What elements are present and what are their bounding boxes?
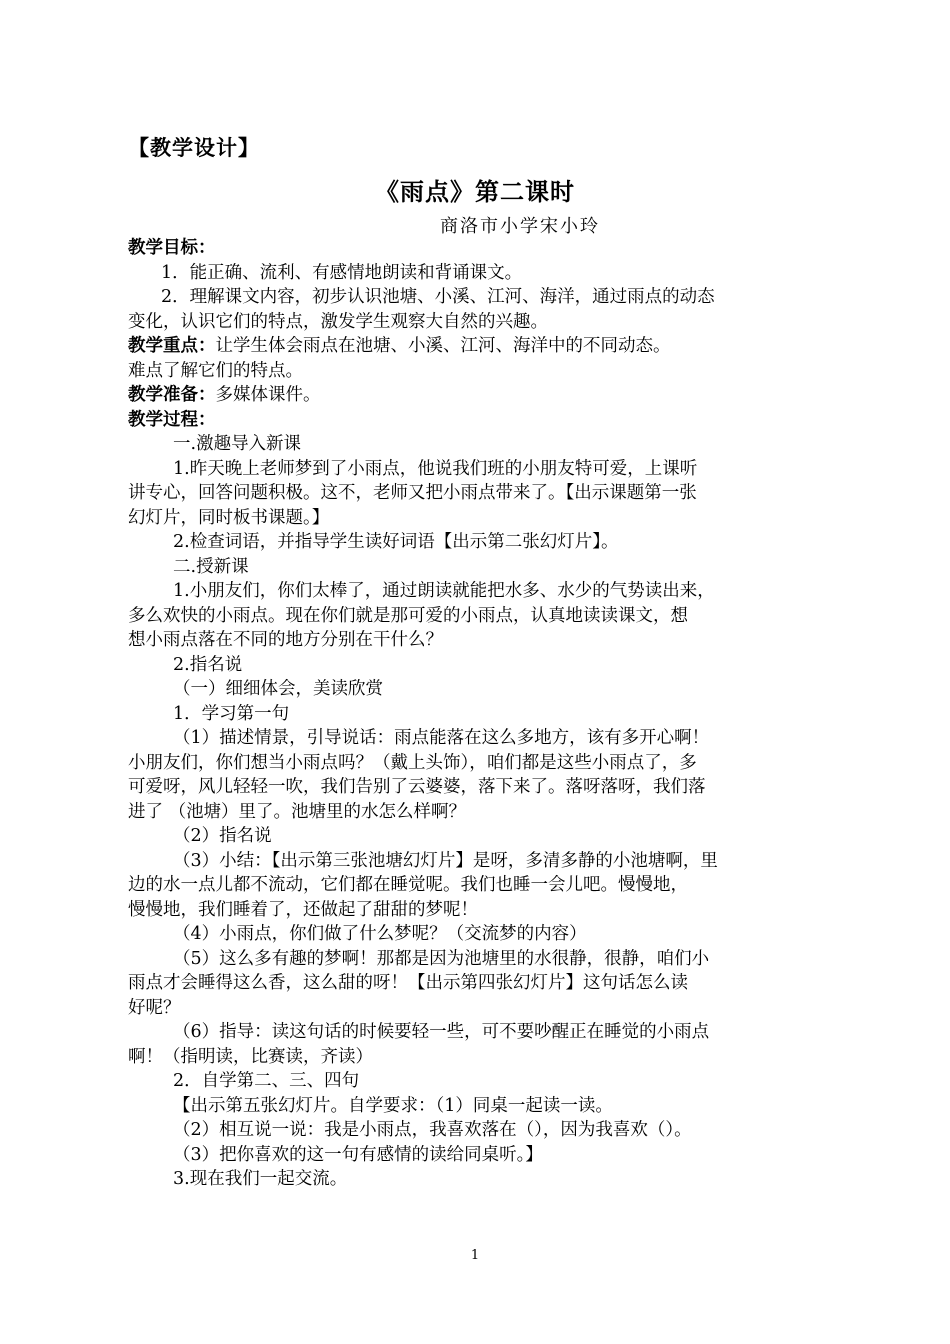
line-text: 进了 （池塘）里了。池塘里的水怎么样啊？ <box>128 801 467 822</box>
body-line <box>128 1094 828 1119</box>
body-line <box>128 310 828 335</box>
line-text: （5）这么多有趣的梦啊！那都是因为池塘里的水很静，很静，咱们小 <box>173 948 710 969</box>
line-text: （2）指名说 <box>173 826 272 846</box>
line-text: 想小雨点落在不同的地方分别在干什么？ <box>128 630 443 650</box>
line-label: 教学准备： <box>128 385 216 405</box>
body-line <box>128 359 828 384</box>
body-line <box>128 579 828 604</box>
body-line <box>128 1020 828 1045</box>
body-line <box>128 1118 828 1143</box>
line-label: 教学重点： <box>128 336 216 356</box>
line-text: 难点了解它们的特点。 <box>128 360 303 381</box>
body-line <box>128 726 828 751</box>
body-line <box>128 628 828 653</box>
line-text: 2．自学第二、三、四句 <box>173 1071 360 1091</box>
body-line <box>128 432 828 457</box>
document-title: 《雨点》第二课时 <box>375 177 575 206</box>
line-text: 2.指名说 <box>173 654 243 675</box>
line-text: （4）小雨点，你们做了什么梦呢？（交流梦的内容） <box>173 924 587 944</box>
line-text: （2）相互说一说：我是小雨点，我喜欢落在（），因为我喜欢（）。 <box>173 1120 692 1140</box>
line-text: 1．学习第一句 <box>173 703 290 724</box>
body-line <box>128 530 828 555</box>
body-line <box>128 334 828 359</box>
line-text: 变化，认识它们的特点，激发学生观察大自然的兴趣。 <box>128 311 548 332</box>
line-text: 【出示第五张幻灯片。自学要求：（1）同桌一起读一读。 <box>173 1095 613 1116</box>
line-text: （3）把你喜欢的这一句有感情的读给同桌听。】 <box>173 1144 543 1165</box>
document-body <box>128 236 828 1192</box>
body-line <box>128 653 828 678</box>
body-line <box>128 1143 828 1168</box>
line-text: 2.检查词语，并指导学生读好词语【出示第二张幻灯片】。 <box>173 532 619 552</box>
line-text: 慢慢地，我们睡着了，还做起了甜甜的梦呢！ <box>128 899 478 920</box>
body-line <box>128 555 828 580</box>
line-text: 1．能正确、流利、有感情地朗读和背诵课文。 <box>161 262 523 283</box>
body-line <box>128 824 828 849</box>
line-text: （6）指导：读这句话的时候要轻一些，可不要吵醒正在睡觉的小雨点 <box>173 1022 710 1042</box>
body-line <box>128 457 828 482</box>
line-text: 让学生体会雨点在池塘、小溪、江河、海洋中的不同动态。 <box>215 336 671 356</box>
body-line <box>128 261 828 286</box>
body-line <box>128 898 828 923</box>
body-line <box>128 383 828 408</box>
body-line <box>128 506 828 531</box>
line-text: 讲专心，回答问题积极。这不，老师又把小雨点带来了。【出示课题第一张 <box>128 483 697 503</box>
body-line <box>128 849 828 874</box>
body-line <box>128 236 828 261</box>
line-text: 边的水一点儿都不流动，它们都在睡觉呢。我们也睡一会儿吧。慢慢地， <box>128 875 688 895</box>
body-line <box>128 481 828 506</box>
body-line <box>128 677 828 702</box>
line-text: 一.激趣导入新课 <box>173 434 302 454</box>
body-line <box>128 996 828 1021</box>
line-text: 3.现在我们一起交流。 <box>173 1169 348 1189</box>
line-text: 1.小朋友们，你们太棒了，通过朗读就能把水多、水少的气势读出来， <box>173 581 715 601</box>
line-text: 小朋友们，你们想当小雨点吗？（戴上头饰），咱们都是这些小雨点了，多 <box>128 752 697 773</box>
body-line <box>128 947 828 972</box>
line-text: （一）细细体会，美读欣赏 <box>173 679 383 699</box>
line-text: 教学目标： <box>128 238 216 258</box>
line-text: 1.昨天晚上老师梦到了小雨点，他说我们班的小朋友特可爱，上课听 <box>173 458 698 479</box>
line-text: 啊！（指明读，比赛读，齐读） <box>128 1046 373 1067</box>
body-line <box>128 1069 828 1094</box>
line-text: 多么欢快的小雨点。现在你们就是那可爱的小雨点，认真地读读课文，想 <box>128 605 688 626</box>
line-text: 可爱呀，风儿轻轻一吹，我们告别了云婆婆，落下来了。落呀落呀，我们落 <box>128 777 706 797</box>
line-text: 幻灯片，同时板书课题。】 <box>128 507 330 528</box>
line-text: 2．理解课文内容，初步认识池塘、小溪、江河、海洋，通过雨点的动态 <box>161 287 715 307</box>
body-line <box>128 1045 828 1070</box>
page-number: 1 <box>470 1248 480 1263</box>
line-text: 二.授新课 <box>173 556 249 577</box>
body-line <box>128 873 828 898</box>
body-line <box>128 604 828 629</box>
line-text: 教学过程： <box>128 409 216 430</box>
body-line <box>128 408 828 433</box>
body-line <box>128 971 828 996</box>
body-line <box>128 922 828 947</box>
line-text: （1）描述情景，引导说话：雨点能落在这么多地方，该有多开心啊！ <box>173 728 710 748</box>
line-text: （3）小结：【出示第三张池塘幻灯片】是呀，多清多静的小池塘啊，里 <box>173 850 718 871</box>
author-line: 商洛市小学宋小玲 <box>440 216 600 237</box>
body-line <box>128 285 828 310</box>
section-tag: 【教学设计】 <box>128 135 260 160</box>
line-text: 雨点才会睡得这么香，这么甜的呀！【出示第四张幻灯片】这句话怎么读 <box>128 973 688 993</box>
line-text: 多媒体课件。 <box>215 385 321 405</box>
body-line <box>128 702 828 727</box>
body-line <box>128 800 828 825</box>
body-line <box>128 1167 828 1192</box>
line-text: 好呢？ <box>128 997 181 1018</box>
body-line <box>128 775 828 800</box>
body-line <box>128 751 828 776</box>
